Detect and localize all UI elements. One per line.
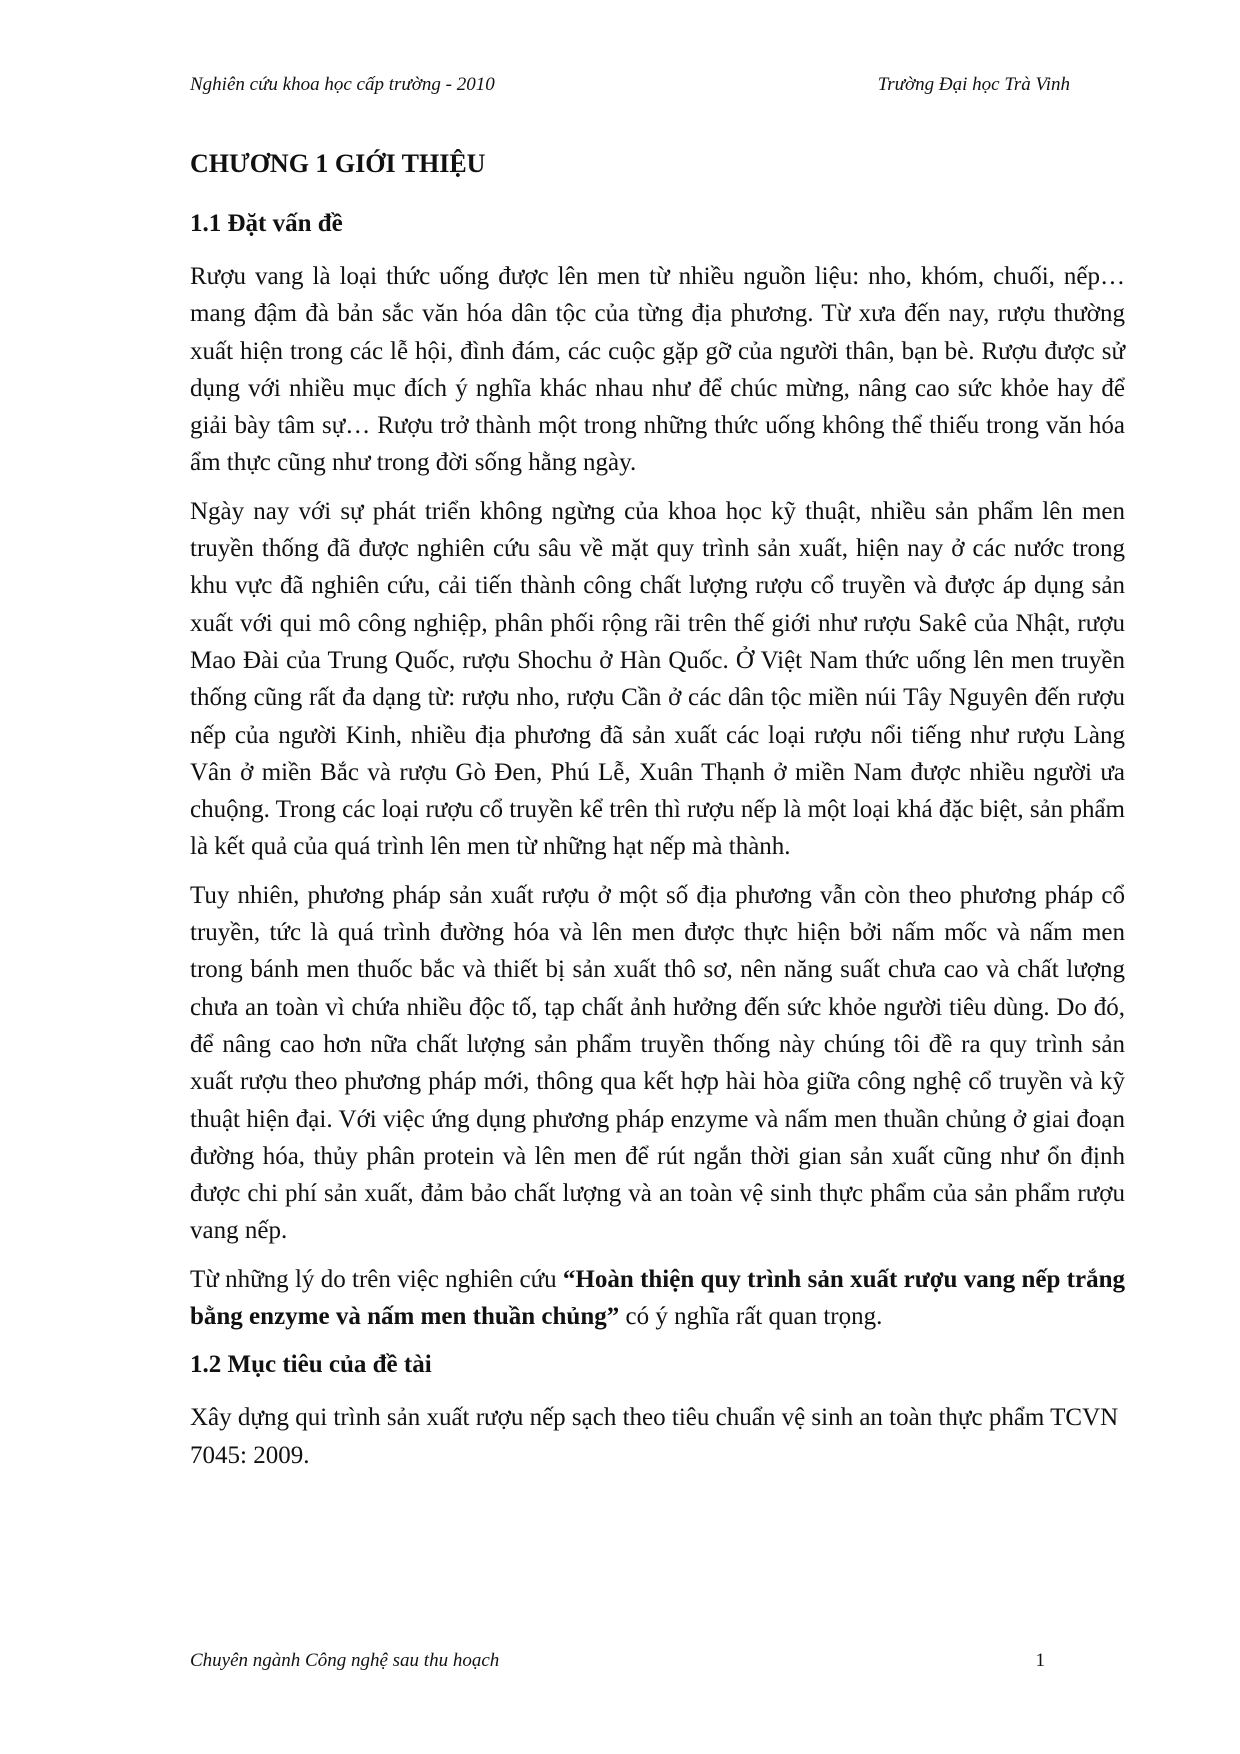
paragraph: Rượu vang là loại thức uống được lên men từ nhiều nguồn liệu: nho, khóm, chuối, nếp… mang đậm đà bản sắc văn hóa dân tộc của từng địa phương. Từ xưa đến nay, rượu thường xuất hiện trong các lễ hội, đình đám, các cuộc gặp gỡ của người thân, bạn bè. Rượu được sử dụng với nhiều mục đích ý nghĩa khác nhau như để chúc mừng, nâng cao sức khỏe hay để giải bày tâm sự… Rượu trở thành một trong những thức uống không thể thiếu trong văn hóa ẩm thực cũng như trong đời sống hằng ngày. <box>190 263 1125 477</box>
footer-left-text: Chuyên ngành Công nghệ sau thu hoạch <box>190 1650 500 1671</box>
paragraph: Ngày nay với sự phát triển không ngừng của khoa học kỹ thuật, nhiều sản phẩm lên men truyền thống đã được nghiên cứu sâu về mặt quy trình sản xuất, hiện nay ở các nước trong khu vực đã nghiên cứu, cải tiến thành công chất lượng rượu cổ truyền và được áp dụng sản xuất với qui mô công nghiệp, phân phối rộng rãi trên thế giới như rượu Sakê của Nhật, rượu Mao Đài của Trung Quốc, rượu Shochu ở Hàn Quốc. Ở Việt Nam thức uống lên men truyền thống cũng rất đa dạng từ: rượu nho, rượu Cần ở các dân tộc miền núi Tây Nguyên đến rượu nếp của người Kinh, nhiều địa phương đã sản xuất các loại rượu nổi tiếng như rượu Làng Vân ở miền Bắc và rượu Gò Đen, Phú Lễ, Xuân Thạnh ở miền Nam được nhiều người ưa chuộng. Trong các loại rượu cổ truyền kể trên thì rượu nếp là một loại khá đặc biệt, sản phẩm là kết quả của quá trình lên men từ những hạt nếp mà thành. <box>190 497 1125 861</box>
paragraph: Xây dựng qui trình sản xuất rượu nếp sạch theo tiêu chuẩn vệ sinh an toàn thực phẩm TCVN 7045: 2009. <box>190 1404 1119 1469</box>
closing-prefix: Từ những lý do trên việc nghiên cứu <box>190 1265 563 1293</box>
header-left-text: Nghiên cứu khoa học cấp trường - 2010 <box>190 74 495 95</box>
closing-paragraph <box>190 1261 1125 1336</box>
section-title-1-2: 1.2 Mục tiêu của đề tài <box>190 1351 432 1379</box>
header-right-text: Trường Đại học Trà Vinh <box>877 74 1070 95</box>
closing-suffix: có ý nghĩa rất quan trọng. <box>619 1303 883 1331</box>
chapter-title: CHƯƠNG 1 GIỚI THIỆU <box>190 149 486 178</box>
section-title-1-1: 1.1 Đặt vấn đề <box>190 210 343 237</box>
page-content <box>190 148 1125 1474</box>
paragraph: Tuy nhiên, phương pháp sản xuất rượu ở một số địa phương vẫn còn theo phương pháp cổ truyền, tức là quá trình đường hóa và lên men được thực hiện bởi nấm mốc và nấm men trong bánh men thuốc bắc và thiết bị sản xuất thô sơ, nên năng suất chưa cao và chất lượng chưa an toàn vì chứa nhiều độc tố, tạp chất ảnh hưởng đến sức khỏe người tiêu dùng. Do đó, để nâng cao hơn nữa chất lượng sản phẩm truyền thống này chúng tôi đề ra quy trình sản xuất rượu theo phương pháp mới, thông qua kết hợp hài hòa giữa công nghệ cổ truyền và kỹ thuật hiện đại. Với việc ứng dụng phương pháp enzyme và nấm men thuần chủng ở giai đoạn đường hóa, thủy phân protein và lên men để rút ngắn thời gian sản xuất cũng như ổn định được chi phí sản xuất, đảm bảo chất lượng và an toàn vệ sinh thực phẩm của sản phẩm rượu vang nếp. <box>190 881 1125 1245</box>
page-number: 1 <box>1035 1650 1045 1671</box>
research-title: “Hoàn thiện quy trình sản xuất rượu vang nếp trắng bằng enzyme và nấm men thuần chủng” <box>190 1265 1125 1331</box>
